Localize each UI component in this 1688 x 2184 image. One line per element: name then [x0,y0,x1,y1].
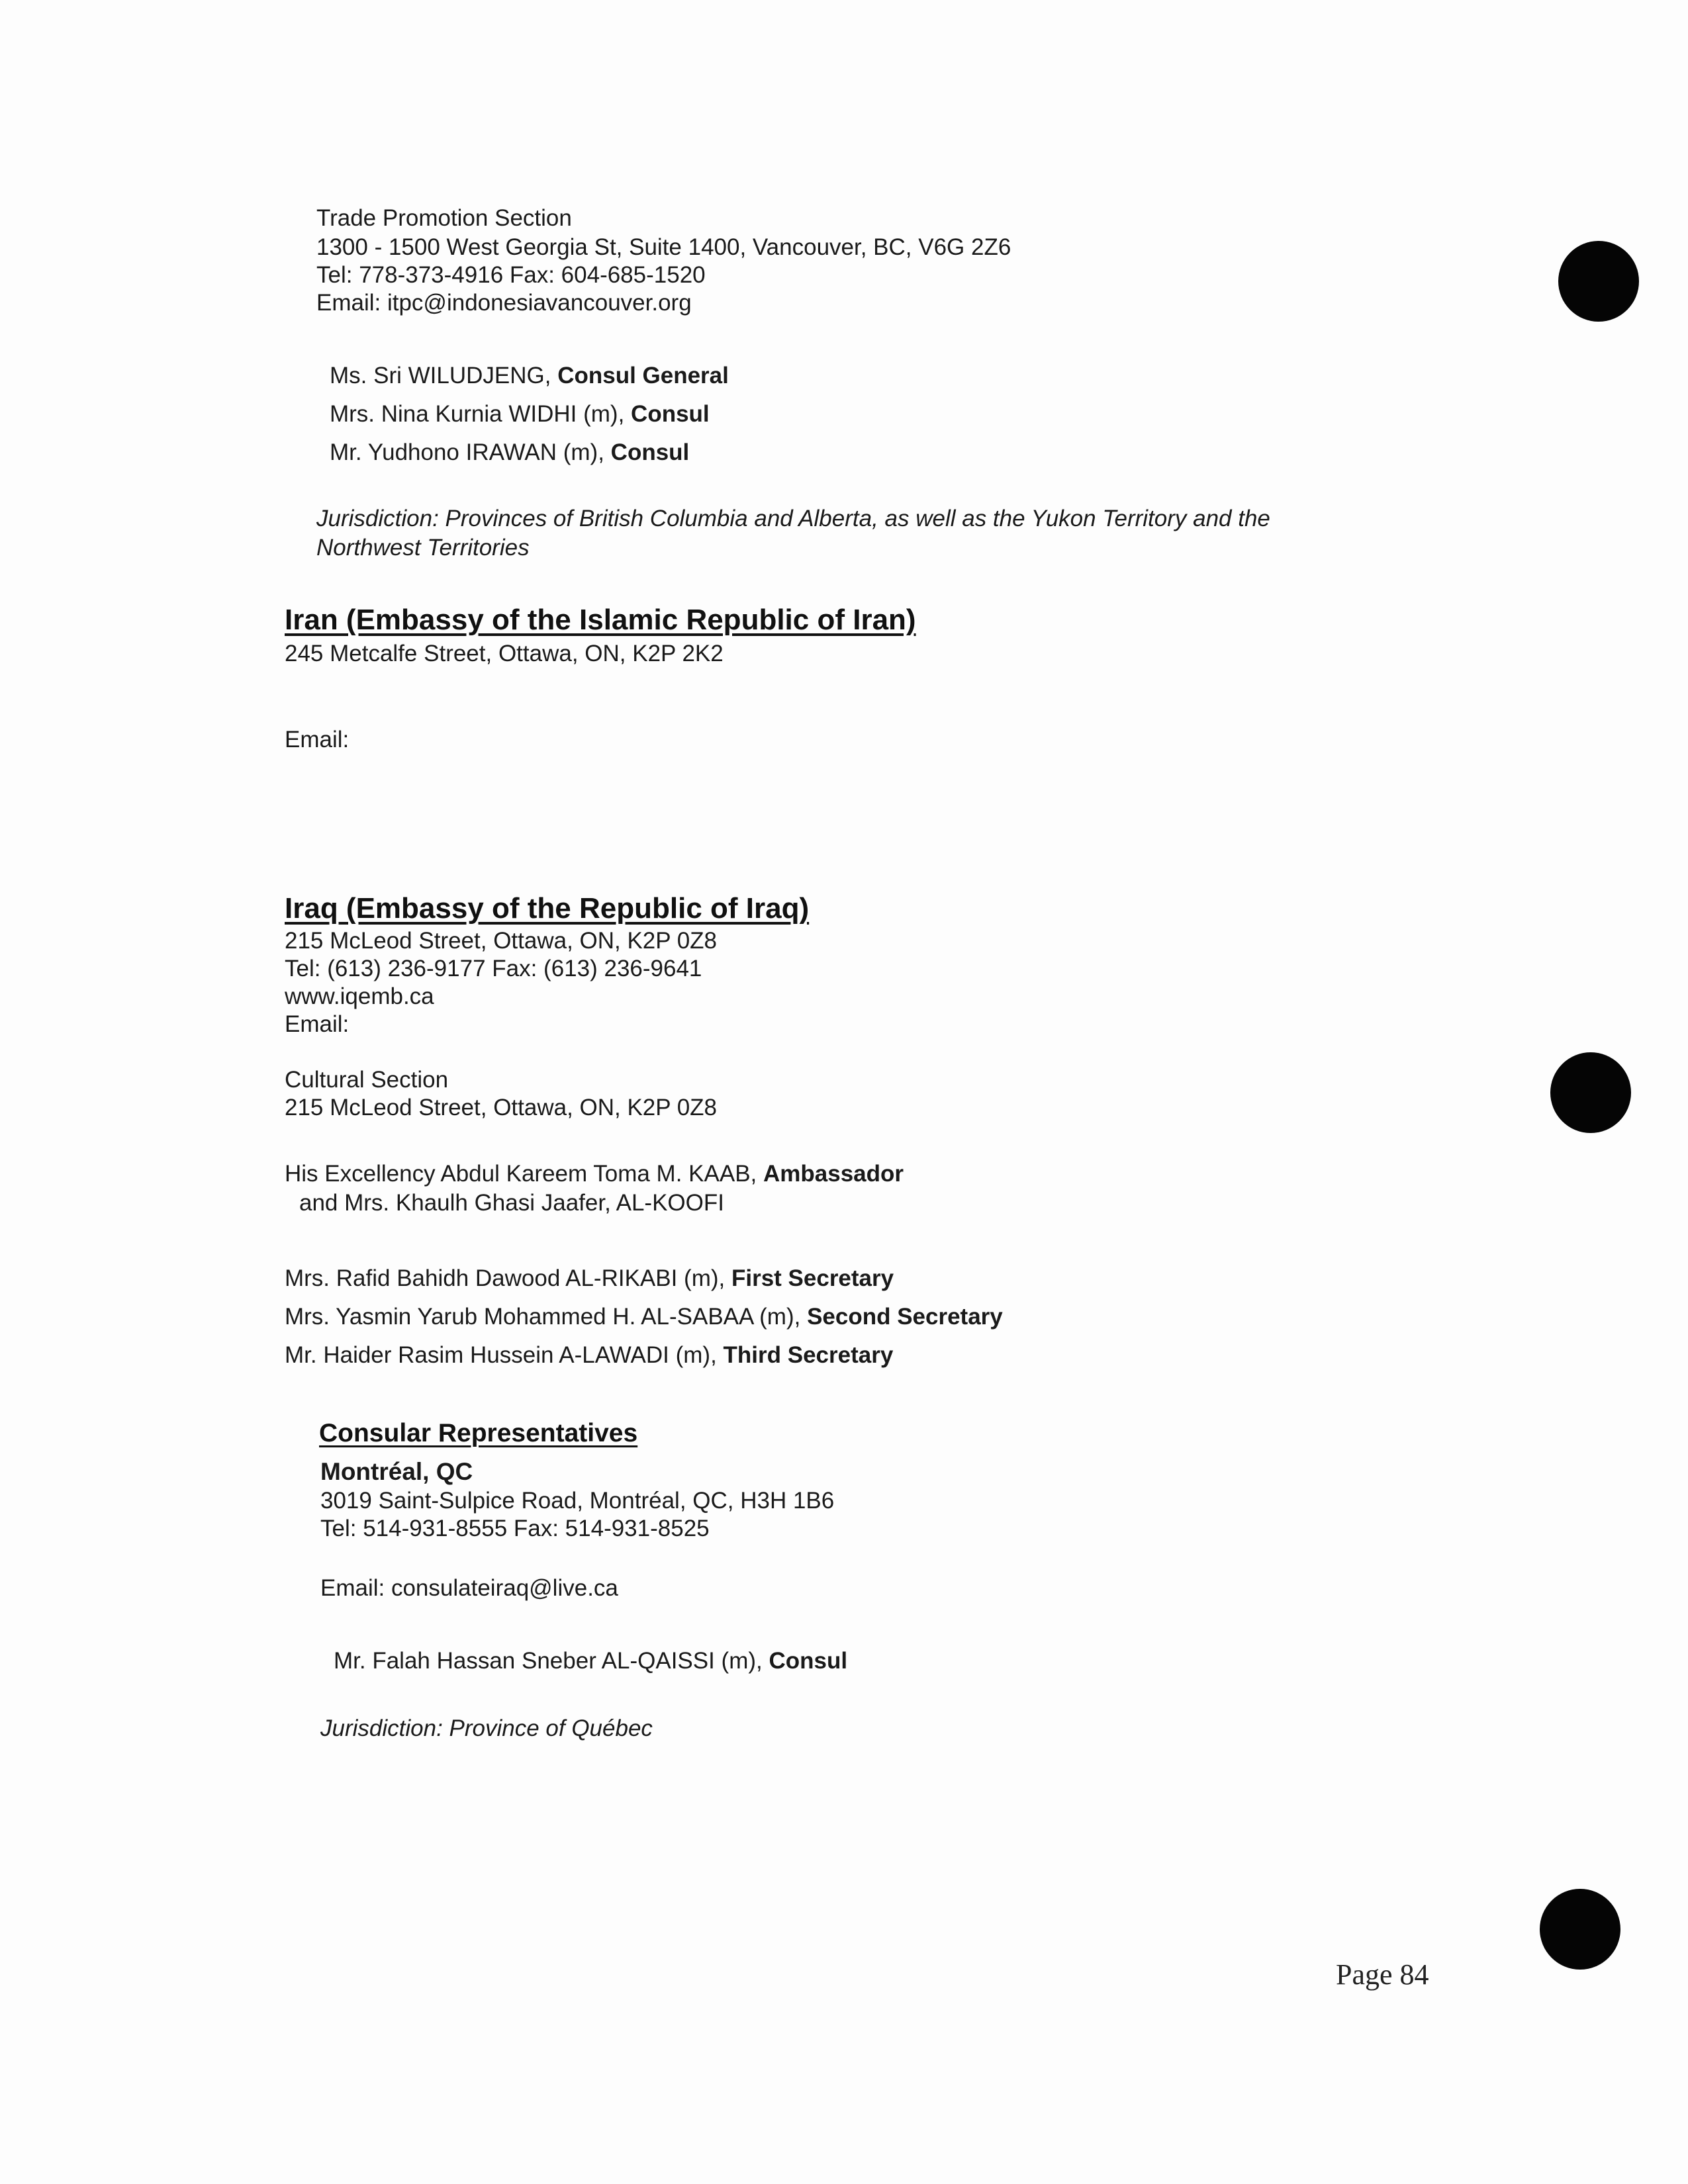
staff-title: First Secretary [731,1265,894,1291]
punch-hole [1558,241,1639,322]
address: 1300 - 1500 West Georgia St, Suite 1400, Vancouver, BC, V6G 2Z6 [316,234,1011,260]
staff-title: Consul General [557,363,729,388]
staff-title: Consul [769,1648,848,1674]
staff-name: Mrs. Yasmin Yarub Mohammed H. AL-SABAA (m), [285,1304,808,1330]
staff-title: Consul [610,439,690,465]
punch-hole [1540,1889,1620,1970]
ambassador-entry [285,1160,904,1189]
tel-fax: Tel: (613) 236-9177 Fax: (613) 236-9641 [285,956,702,981]
staff-entry [330,438,689,467]
staff-name: Ms. Sri WILUDJENG, [330,363,558,388]
email: Email: [285,727,350,752]
staff-name: Mr. Yudhono IRAWAN (m), [330,439,611,465]
staff-name: Mrs. Rafid Bahidh Dawood AL-RIKABI (m), [285,1265,731,1291]
staff-title: Second Secretary [807,1304,1003,1330]
section-title: Cultural Section [285,1067,449,1093]
tel-fax: Tel: 514-931-8555 Fax: 514-931-8525 [320,1516,710,1541]
consulate-city: Montréal, QC [320,1458,473,1485]
staff-entry [334,1647,847,1676]
address: 215 McLeod Street, Ottawa, ON, K2P 0Z8 [285,928,718,954]
punch-hole [1550,1052,1631,1133]
staff-entry [285,1341,893,1370]
address: 3019 Saint-Sulpice Road, Montréal, QC, H3H 1B6 [320,1488,835,1514]
jurisdiction: Northwest Territories [316,535,530,561]
email: Email: consulateiraq@live.ca [320,1575,618,1601]
staff-title: Third Secretary [723,1342,894,1368]
page-number: Page 84 [1336,1958,1429,1991]
staff-name: Mr. Haider Rasim Hussein A-LAWADI (m), [285,1342,724,1368]
tel-fax: Tel: 778-373-4916 Fax: 604-685-1520 [316,262,706,288]
website: www.iqemb.ca [285,983,434,1009]
staff-entry [285,1302,1003,1332]
staff-entry [285,1264,894,1293]
staff-name: Mr. Falah Hassan Sneber AL-QAISSI (m), [334,1648,769,1674]
section-title: Trade Promotion Section [316,205,572,231]
staff-entry [330,400,710,429]
ambassador-name: His Excellency Abdul Kareem Toma M. KAAB, [285,1161,763,1187]
ambassador-title: Ambassador [763,1161,904,1187]
address: 245 Metcalfe Street, Ottawa, ON, K2P 2K2 [285,641,724,666]
staff-name: Mrs. Nina Kurnia WIDHI (m), [330,401,632,427]
country-heading: Iraq (Embassy of the Republic of Iraq) [285,892,810,925]
staff-entry [330,361,729,390]
email: Email: [285,1011,350,1037]
consular-heading: Consular Representatives [319,1419,638,1447]
address: 215 McLeod Street, Ottawa, ON, K2P 0Z8 [285,1095,718,1120]
jurisdiction: Jurisdiction: Provinces of British Columbia and Alberta, as well as the Yukon Territory and the [316,506,1270,531]
country-heading: Iran (Embassy of the Islamic Republic of Iran) [285,604,916,636]
staff-title: Consul [631,401,710,427]
jurisdiction: Jurisdiction: Province of Québec [320,1715,653,1741]
email: Email: itpc@indonesiavancouver.org [316,290,692,316]
ambassador-spouse: and Mrs. Khaulh Ghasi Jaafer, AL-KOOFI [299,1190,724,1216]
